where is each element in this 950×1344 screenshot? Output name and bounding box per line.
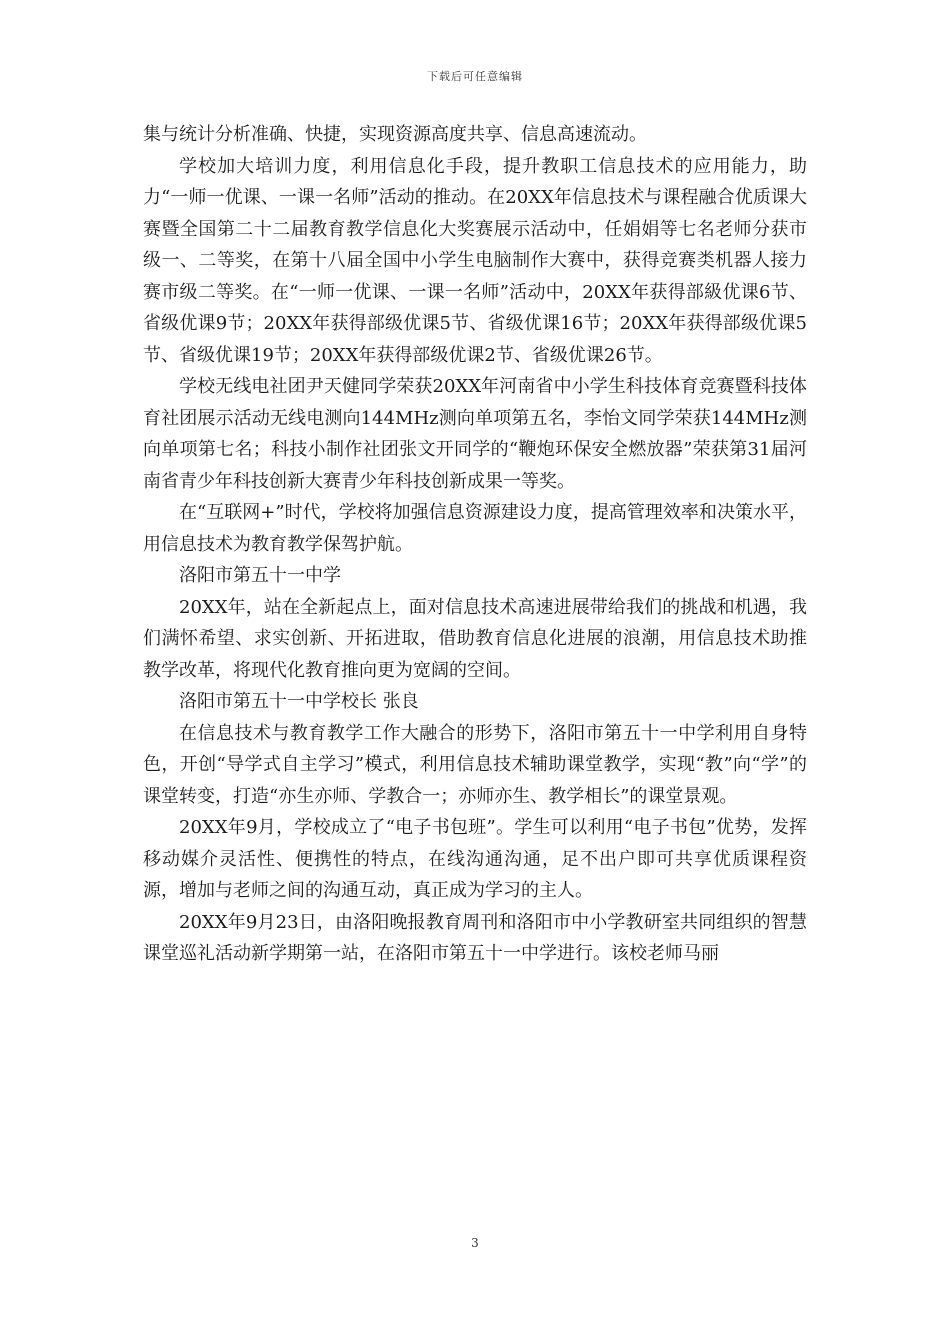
paragraph: 集与统计分析准确、快捷，实现资源高度共享、信息高速流动。	[143, 124, 647, 145]
page-number: 3	[471, 1236, 479, 1250]
principal-signature-line: 洛阳市第五十一中学校长 张良	[179, 691, 419, 712]
paragraph: 在信息技术与教育教学工作大融合的形势下，洛阳市第五十一中学利用自身特色，开创“导学式自主学习”模式，利用信息技术辅助课堂教学，实现“教”向“学”的课堂转变，打造“亦生亦师、学教合一；亦师亦生、教学相长”的课堂景观。	[143, 722, 807, 807]
page-header: 下载后可任意编辑	[427, 70, 523, 83]
school-name-line: 洛阳市第五十一中学	[179, 565, 341, 586]
paragraph: 20XX年，站在全新起点上，面对信息技术高速进展带给我们的挑战和机遇，我们满怀希望、求实创新、开拓进取，借助教育信息化进展的浪潮，用信息技术助推教学改革，将现代化教育推向更为宽阔的空间。	[143, 596, 807, 681]
document-body	[143, 119, 807, 970]
paragraph: 20XX年9月，学校成立了“电子书包班”。学生可以利用“电子书包”优势，发挥移动媒介灵活性、便携性的特点，在线沟通沟通，足不出户即可共享优质课程资源，增加与老师之间的沟通互动，真正成为学习的主人。	[143, 817, 807, 901]
paragraph: 20XX年9月23日，由洛阳晚报教育周刊和洛阳市中小学教研室共同组织的智慧课堂巡礼活动新学期第一站，在洛阳市第五十一中学进行。该校老师马丽	[143, 911, 807, 964]
paragraph: 学校无线电社团尹天健同学荣获20XX年河南省中小学生科技体育竞赛暨科技体育社团展示活动无线电测向144MHz测向单项第五名，李怡文同学荣获144MHz测向单项第七名；科技小制作社团张文开同学的“鞭炮环保安全燃放器”荣获第31届河南省青少年科技创新大赛青少年科技创新成果一等奖。	[143, 376, 807, 492]
paragraph: 在“互联网+”时代，学校将加强信息资源建设力度，提高管理效率和决策水平，用信息技术为教育教学保驾护航。	[143, 502, 807, 555]
paragraph: 学校加大培训力度，利用信息化手段，提升教职工信息技术的应用能力，助力“一师一优课、一课一名师”活动的推动。在20XX年信息技术与课程融合优质课大赛暨全国第二十二届教育教学信息化大奖赛展示活动中，任娟娟等七名老师分获市级一、二等奖，在第十八届全国中小学生电脑制作大赛中，获得竞赛类机器人接力赛市级二等奖。在“一师一优课、一课一名师”活动中，20XX年获得部級优课6节、省级优课9节；20XX年获得部级优课5节、省级优课16节；20XX年获得部级优课5节、省级优课19节；20XX年获得部级优课2节、省级优课26节。	[143, 155, 807, 366]
